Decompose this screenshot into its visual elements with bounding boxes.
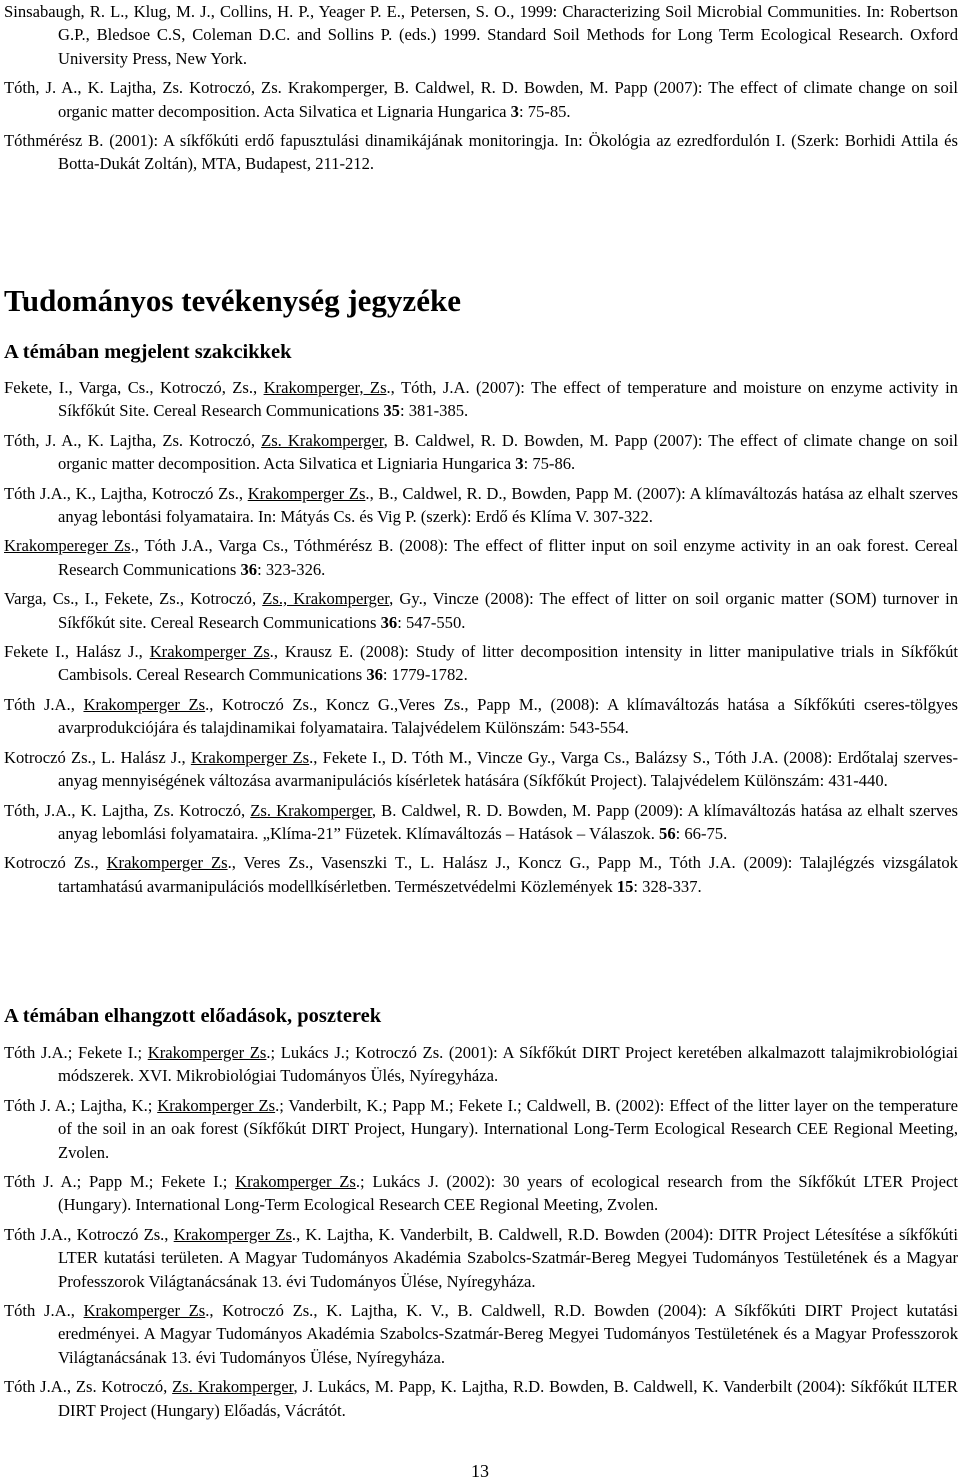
reference-text: , J. Lukács, M. Papp, K. Lajtha, R.D. Bowden, B. Caldwell, K. Vanderbilt (2004): Síkfőkút ILTER DIRT Project (Hungary) Előadás, Vácrátót.: [58, 1377, 959, 1420]
reference-text: Tóth J.A., Kotroczó Zs.,: [4, 1224, 174, 1244]
talk-entry: [4, 1375, 958, 1422]
volume-number: 36: [380, 612, 398, 632]
volume-number: 3: [515, 454, 524, 474]
article-entry: [4, 482, 958, 529]
reference-text: ., Tóth, J.A. (2007): The effect of temperature and moisture on enzyme activity in Síkfőkút Site. Cereal Research Communications: [58, 378, 958, 421]
reference-text: Tóth, J. A., K. Lajtha, Zs. Kotroczó, Zs. Krakomperger, B. Caldwel, R. D. Bowden, M. Papp (2007): The effect of climate change on soil organic matter decomposition. Acta Silvatica et Lignaria Hungarica: [4, 78, 958, 121]
reference-text: , Gy., Vincze (2008): The effect of litter on soil organic matter (SOM) turnover in Síkfőkút site. Cereal Research Communications: [58, 589, 958, 632]
reference-text: ., Kotroczó Zs., Koncz G.,Veres Zs., Papp M., (2008): A klímaváltozás hatása a Síkfőkúti cseres-tölgyes avarprodukciójára és talajdinamikai folyamataira. Talajvédelem Különszám: 543-554.: [58, 694, 958, 738]
talk-entry: [4, 1094, 958, 1164]
reference-text: Sinsabaugh, R. L., Klug, M. J., Collins, H. P., Yeager P. E., Petersen, S. O., 1999: Characterizing Soil Microbial Communities. In: Robertson G.P., Bledsoe C.S, Coleman D.C. and Sollins P. (eds.) 1999. Standard Soil Methods for Long Term Ecological Research. Oxford University Press, New York.: [4, 2, 958, 68]
article-entry: [4, 429, 958, 476]
article-entry: [4, 640, 958, 687]
reference-text: ., Kotroczó Zs., K. Lajtha, K. V., B. Caldwell, R.D. Bowden (2004): A Síkfőkúti DIRT Project kutatási eredményei. A Magyar Tudományos Akadémia Szabolcs-Szatmár-Bereg Megyei Tudományos Testületének és a Magyar Professzorok Világtanácsának 13. évi Tudományos Ülése, Nyíregyháza.: [58, 1301, 958, 1367]
article-entry: [4, 799, 958, 846]
reference-text: ., Tóth J.A., Varga Cs., Tóthmérész B. (2008): The effect of flitter input on soil enzyme activity in an oak forest. Cereal Research Communications: [58, 536, 958, 579]
author-highlight: Krakomperger Zs: [247, 483, 366, 503]
reference-text: .; Lukács J.; Kotroczó Zs. (2001): A Síkfőkút DIRT Project keretében alkalmazott talajmikrobiológiai módszerek. XVI. Mikrobiológiai Tudományos Ülés, Nyíregyháza.: [58, 1043, 958, 1086]
reference-text: : 323-326.: [257, 559, 326, 579]
reference-entry: [4, 129, 958, 176]
author-highlight: Krakomperger Zs: [173, 1224, 292, 1244]
reference-text: : 1779-1782.: [382, 665, 468, 685]
author-highlight: Zs., Krakomperger: [262, 589, 390, 609]
volume-number: 36: [240, 559, 258, 579]
reference-text: Tóth J.A.; Fekete I.;: [4, 1043, 148, 1062]
reference-entry: [4, 76, 958, 123]
talk-entry: [4, 1170, 958, 1217]
author-highlight: Zs. Krakomperger: [250, 800, 372, 820]
reference-text: Varga, Cs., I., Fekete, Zs., Kotroczó,: [4, 589, 263, 609]
article-entry: [4, 746, 958, 793]
reference-text: ., Krausz E. (2008): Study of litter decomposition intensity in litter manipulative trials in Síkfőkút Cambisols. Cereal Research Communications: [58, 642, 958, 685]
author-highlight: Krakomperger Zs: [149, 642, 270, 662]
volume-number: 35: [383, 401, 400, 421]
article-entry: [4, 851, 958, 898]
author-highlight: Krakomperger Zs: [190, 747, 310, 767]
reference-text: Tóth J.A., Zs. Kotroczó,: [4, 1377, 173, 1397]
reference-text: Tóth J. A.; Papp M.; Fekete I.;: [4, 1172, 236, 1192]
reference-text: .; Vanderbilt, K.; Papp M.; Fekete I.; Caldwell, B. (2002): Effect of the litter layer on the temperature of the soil in an oak forest (Síkfőkút DIRT Project, Hungary). International Long-Term Ecological Research CEE Regional Meeting, Zvolen.: [58, 1095, 958, 1162]
reference-text: Tóth J.A., K., Lajtha, Kotroczó Zs.,: [4, 483, 248, 503]
reference-text: Kotroczó Zs., L. Halász J.,: [4, 747, 191, 767]
volume-number: 15: [616, 876, 634, 896]
reference-text: Tóthmérész B. (2001): A síkfőkúti erdő fapusztulási dinamikájának monitoringja. In: Ökológia az ezredfordulón I. (Szerk: Borhidi Attila és Botta-Dukát Zoltán), MTA, Budapest, 211-212.: [4, 131, 958, 174]
reference-text: Tóth J.A.,: [4, 694, 84, 714]
section-title-articles: A témában megjelent szakcikkek: [4, 341, 292, 363]
articles-list: [4, 376, 958, 898]
author-highlight: Krakomperger Zs: [157, 1095, 276, 1115]
reference-text: , B. Caldwel, R. D. Bowden, M. Papp (2007): The effect of climate change on soil organic matter decomposition. Acta Silvatica et Ligniaria Hungarica: [58, 430, 958, 474]
reference-text: Tóth, J.A., K. Lajtha, Zs. Kotroczó,: [4, 800, 251, 820]
author-highlight: Krakompereger Zs: [4, 536, 131, 556]
author-highlight: Zs. Krakomperger: [261, 430, 384, 450]
talks-section: [4, 1003, 958, 1428]
article-entry: [4, 534, 958, 581]
reference-text: Tóth, J. A., K. Lajtha, Zs. Kotroczó,: [4, 430, 262, 450]
volume-number: 36: [366, 665, 383, 685]
talks-list: [4, 1041, 958, 1422]
reference-text: , B. Caldwel, R. D. Bowden, M. Papp (2009): A klímaváltozás hatása az elhalt szerves anyag lebomlási folyamataira. „Klíma-21” Füzetek. Klímaváltozás – Hatások – Válaszok.: [58, 800, 959, 843]
volume-number: 56: [659, 823, 676, 843]
reference-text: Fekete I., Halász J.,: [4, 642, 150, 662]
reference-text: Tóth J. A.; Lajtha, K.;: [4, 1095, 158, 1115]
reference-list-continued: [4, 0, 958, 182]
reference-text: Kotroczó Zs.,: [4, 853, 107, 873]
reference-text: Tóth J.A.,: [4, 1301, 84, 1321]
author-highlight: Zs. Krakomperger: [172, 1377, 294, 1397]
talk-entry: [4, 1223, 958, 1293]
reference-text: ., Veres Zs., Vasenszki T., L. Halász J., Koncz G., Papp M., Tóth J.A. (2009): Talajlégzés vizsgálatok tartamhatású avarmanipulációs modellkísérletben. Természetvédelmi Közlemények: [58, 853, 958, 896]
section-title-talks: A témában elhangzott előadások, poszterek: [4, 1005, 382, 1027]
reference-text: : 381-385.: [399, 401, 469, 421]
reference-text: ., K. Lajtha, K. Vanderbilt, B. Caldwell, R.D. Bowden (2004): DITR Project Létesítése a síkfőkúti LTER kutatási területen. A Magyar Tudományos Akadémia Szabolcs-Szatmár-Bereg Megyei Tudományos Testületének és a Magyar Professzorok Világtanácsának 13. évi Tudományos Ülése, Nyíregyháza.: [58, 1224, 958, 1291]
author-highlight: Krakomperger, Zs: [263, 378, 387, 397]
reference-text: ., Fekete I., D. Tóth M., Vincze Gy., Varga Cs., Balázsy S., Tóth J.A. (2008): Erdőtalaj szerves-anyag mennyiségének változása avarmanipulációs kísérletek hatására (Síkfőkút Project). Talajvédelem Különszám: 431-440.: [58, 747, 958, 791]
author-highlight: Krakomperger Zs: [106, 853, 228, 873]
author-highlight: Krakomperger Zs: [83, 694, 206, 714]
author-highlight: Krakomperger Zs: [235, 1172, 356, 1192]
page-number: 13: [471, 1461, 489, 1481]
publications-section: [4, 339, 958, 904]
reference-text: ., B., Caldwel, R. D., Bowden, Papp M. (2007): A klímaváltozás hatása az elhalt szerves anyag lebontási folyamataira. In: Mátyás Cs. és Vig P. (szerk): Erdő és Klíma V. 307-322.: [58, 483, 958, 527]
reference-text: : 328-337.: [633, 876, 702, 896]
author-highlight: Krakomperger Zs: [147, 1043, 267, 1062]
reference-entry: [4, 0, 958, 70]
article-entry: [4, 693, 958, 740]
reference-text: : 75-85.: [518, 101, 571, 121]
talk-entry: [4, 1041, 958, 1088]
reference-text: Fekete, I., Varga, Cs., Kotroczó, Zs.,: [4, 378, 264, 397]
author-highlight: Krakomperger Zs: [83, 1301, 206, 1321]
article-entry: [4, 376, 958, 423]
reference-text: : 547-550.: [397, 612, 466, 632]
reference-text: : 66-75.: [675, 823, 728, 843]
talk-entry: [4, 1299, 958, 1369]
main-title: Tudományos tevékenység jegyzéke: [4, 283, 461, 318]
article-entry: [4, 587, 958, 634]
reference-text: .; Lukács J. (2002): 30 years of ecological research from the Síkfőkút LTER Project (Hungary). International Long-Term Ecological Research CEE Regional Meeting, Zvolen.: [58, 1172, 958, 1215]
volume-number: 3: [510, 101, 519, 121]
reference-text: : 75-86.: [523, 454, 576, 474]
